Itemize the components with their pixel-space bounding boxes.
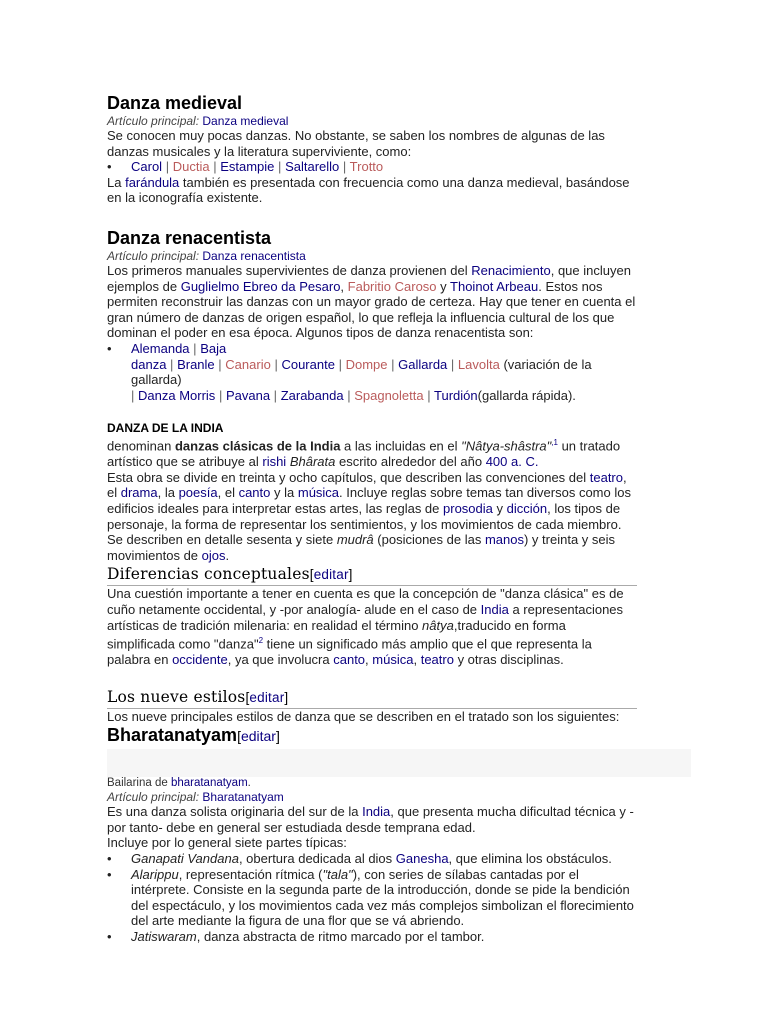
bharatanatyam-parts-intro: Incluye por lo general siete partes típicas: xyxy=(107,835,347,851)
dance-link-dompe[interactable]: Dompe xyxy=(345,356,388,372)
medieval-dance-list xyxy=(107,159,637,175)
list-item: • Ganapati Vandana, obertura dedicada al dios Ganesha, que elimina los obstáculos. xyxy=(107,851,637,867)
link-prosodia[interactable]: prosodia xyxy=(443,501,493,517)
link-drama[interactable]: drama xyxy=(120,485,158,501)
link-400-ac[interactable]: 400 a. C. xyxy=(485,454,539,470)
main-article-link[interactable]: Danza renacentista xyxy=(202,248,306,263)
list-item: • Carol | Ductia | Estampie | Saltarello | Trotto xyxy=(107,159,637,175)
dance-link-zarabanda[interactable]: Zarabanda xyxy=(280,387,344,403)
dance-link-gallarda[interactable]: Gallarda xyxy=(398,356,448,372)
list-item: • Jatiswaram, danza abstracta de ritmo marcado por el tambor. xyxy=(107,929,637,945)
link-teatro[interactable]: teatro xyxy=(420,652,454,668)
main-article-note: Artículo principal: Bharatanatyam xyxy=(107,790,284,805)
dance-link-courante[interactable]: Courante xyxy=(281,356,335,372)
link-occidente[interactable]: occidente xyxy=(172,652,228,668)
diferencias-paragraph: Una cuestión importante a tener en cuenta es que la concepción de "danza clásica" es de cuño netamente occidental, y -por analogía- alude en el caso de India a representaciones artísticas de tradición milenaria: en realidad el término nâtya,traducido en forma simplificada como "danza"$^2$ tiene un significado más amplio que el que representa la palabra en occidente, ya que involucra canto, música, teatro y otras disciplinas. xyxy=(107,586,624,668)
link-poesia[interactable]: poesía xyxy=(178,485,218,501)
medieval-intro: Se conocen muy pocas danzas. No obstante, se saben los nombres de algunas de las danzas musicales y la literatura superviviente, como: xyxy=(107,128,605,159)
edit-link[interactable]: editar xyxy=(313,567,349,583)
section-heading-nueve-estilos: Los nueve estilos[editar] xyxy=(107,688,637,709)
india-paragraph: denominan danzas clásicas de la India a las incluidas en el "Nâtya-shâstra"$^{,1}$ un tratado artístico que se atribuye al rishi Bhârata escrito alrededor del año 400 a. C. Esta obra se divide en treinta y ocho capítulos, que describen las convenciones del teatro, el drama, la poesía, el canto y la música. Incluye reglas sobre temas tan diversos como los edificios ideales para interpretar estas artes, las reglas de prosodia y dicción, los tipos de personaje, la forma de representar los sentimientos, y los movimientos de cada miembro. Se describen en detalle sesenta y siete mudrâ (posiciones de las manos) y treinta y seis movimientos de ojos. xyxy=(107,438,631,563)
dance-link-spagnoletta[interactable]: Spagnoletta xyxy=(354,387,424,403)
edit-link[interactable]: editar xyxy=(249,689,285,705)
link-guglielmo[interactable]: Guglielmo Ebreo da Pesaro xyxy=(180,278,341,294)
dance-link-saltarello[interactable]: Saltarello xyxy=(285,159,340,175)
dance-link-trotto[interactable]: Trotto xyxy=(349,159,384,175)
main-article-note: Artículo principal: Danza medieval xyxy=(107,114,289,128)
link-ojos[interactable]: ojos xyxy=(201,547,226,563)
section-heading-renacentista: Danza renacentista xyxy=(107,227,272,248)
dance-link-pavana[interactable]: Pavana xyxy=(225,387,271,403)
nueve-estilos-paragraph: Los nueve principales estilos de danza que se describen en el tratado son los siguientes: xyxy=(107,708,620,724)
link-renacimiento[interactable]: Renacimiento xyxy=(471,262,551,278)
dance-link-morris[interactable]: Danza Morris xyxy=(138,387,216,403)
dance-link-baja-danza[interactable]: danza xyxy=(131,356,167,372)
link-teatro[interactable]: teatro xyxy=(589,469,623,485)
bharatanatyam-parts-list xyxy=(107,851,637,945)
section-heading-bharatanatyam: Bharatanatyam[editar] xyxy=(107,725,280,746)
link-musica[interactable]: música xyxy=(297,485,340,501)
image-placeholder xyxy=(107,749,691,777)
article-content xyxy=(107,92,637,945)
link-india[interactable]: India xyxy=(480,601,509,617)
link-canto[interactable]: canto xyxy=(333,652,366,668)
link-musica[interactable]: música xyxy=(372,652,414,668)
dance-link-alemanda[interactable]: Alemanda xyxy=(131,340,190,356)
dance-link-ductia[interactable]: Ductia xyxy=(172,159,210,175)
link-arbeau[interactable]: Thoinot Arbeau xyxy=(450,278,539,294)
dance-link-turdion[interactable]: Turdión xyxy=(434,387,478,403)
edit-link[interactable]: editar xyxy=(240,728,276,745)
renacentista-dance-list xyxy=(107,341,637,403)
section-heading-diferencias: Diferencias conceptuales[editar] xyxy=(107,565,637,586)
dance-link-estampie[interactable]: Estampie xyxy=(220,159,275,175)
renacentista-paragraph: Los primeros manuales supervivientes de danza provienen del Renacimiento, que incluyen ejemplos de Guglielmo Ebreo da Pesaro, Fabritio Caroso y Thoinot Arbeau. Estos nos permiten reconstruir las danzas con un mayor grado de certeza. Hay que tener en cuenta el gran número de danzas de origen español, lo que refleja la influencia cultural de los que dominan el poder en esa época. Algunos tipos de danza renacentista son: xyxy=(107,262,636,341)
link-ganesha[interactable]: Ganesha xyxy=(395,851,449,867)
caption-link[interactable]: bharatanatyam xyxy=(170,777,248,790)
reference-2[interactable]: 2 xyxy=(258,636,264,646)
main-article-link[interactable]: Danza medieval xyxy=(202,114,289,128)
link-rishi[interactable]: rishi xyxy=(262,454,287,470)
list-item: • Alemanda | Baja danza | Branle | Canario | Courante | Dompe | Gallarda | Lavolta (variación de la gallarda) | Danza Morris | Pavana | Zarabanda | Spagnoletta | Turdión(gallarda rápida). xyxy=(107,341,637,403)
main-article-link[interactable]: Bharatanatyam xyxy=(202,790,284,805)
list-item: • Alarippu, representación rítmica ("tala"), con series de sílabas cantadas por el intérprete. Consiste en la segunda parte de la introducción, donde se pide la bendición del espectáculo, y los movimientos cada vez más complejos simbolizan el florecimiento del arte mediante la figura de una flor que se vá abriendo. xyxy=(107,867,637,929)
link-canto[interactable]: canto xyxy=(238,485,271,501)
dance-link-lavolta[interactable]: Lavolta xyxy=(457,356,500,372)
dance-link-carol[interactable]: Carol xyxy=(131,159,163,175)
section-heading-medieval: Danza medieval xyxy=(107,93,243,113)
farandula-link[interactable]: farándula xyxy=(125,174,180,190)
link-india[interactable]: India xyxy=(362,804,391,820)
dance-link-canario[interactable]: Canario xyxy=(225,356,271,372)
link-diccion[interactable]: dicción xyxy=(506,501,548,517)
farandula-paragraph: La farándula también es presentada con frecuencia como una danza medieval, basándose en la iconografía existente. xyxy=(107,174,630,206)
bharatanatyam-paragraph: Es una danza solista originaria del sur de la India, que presenta mucha dificultad técnica y -por tanto- debe en general ser estudiada desde temprana edad. xyxy=(107,804,634,835)
dance-link-baja[interactable]: Baja xyxy=(200,340,227,356)
link-manos[interactable]: manos xyxy=(484,532,524,548)
dance-link-branle[interactable]: Branle xyxy=(177,356,215,372)
image-caption: Bailarina de bharatanatyam. xyxy=(107,777,251,790)
main-article-note: Artículo principal: Danza renacentista xyxy=(107,248,306,263)
link-caroso[interactable]: Fabritio Caroso xyxy=(347,278,437,294)
reference-1[interactable]: ,1 xyxy=(551,438,558,448)
section-heading-india: DANZA DE LA INDIA xyxy=(107,421,224,436)
